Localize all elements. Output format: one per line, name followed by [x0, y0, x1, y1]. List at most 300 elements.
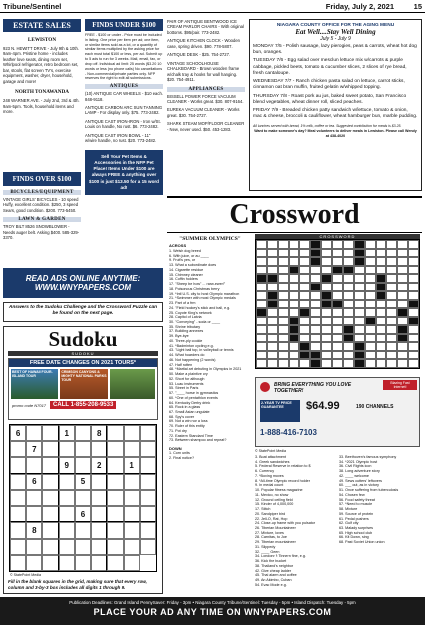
- crossword-clue: 46. Not happening (2 words): [169, 357, 216, 362]
- sudoku-cell[interactable]: 8: [26, 522, 42, 538]
- crossword-cell[interactable]: [386, 325, 397, 334]
- crossword-cell[interactable]: [299, 283, 310, 292]
- crossword-cell[interactable]: [386, 266, 397, 275]
- estate-sales-title: ESTATE SALES: [3, 19, 81, 32]
- sudoku-cell[interactable]: [75, 457, 91, 473]
- crossword-cell[interactable]: [332, 274, 343, 283]
- crossword-cell[interactable]: [267, 359, 278, 368]
- crossword-cell[interactable]: [386, 283, 397, 292]
- sudoku-cell[interactable]: [91, 555, 107, 571]
- sudoku-cell[interactable]: [124, 555, 140, 571]
- sudoku-cell[interactable]: [10, 474, 26, 490]
- sudoku-cell[interactable]: [107, 555, 123, 571]
- sudoku-cell[interactable]: [140, 490, 156, 506]
- crossword-cell[interactable]: [365, 266, 376, 275]
- crossword-cell[interactable]: [354, 283, 365, 292]
- crossword-cell[interactable]: [299, 334, 310, 343]
- crossword-cell[interactable]: [278, 274, 289, 283]
- sudoku-cell[interactable]: [75, 555, 91, 571]
- sudoku-cell[interactable]: [107, 441, 123, 457]
- sudoku-cell[interactable]: [10, 522, 26, 538]
- crossword-cell[interactable]: [386, 308, 397, 317]
- sudoku-cell[interactable]: 7: [26, 441, 42, 457]
- sudoku-cell[interactable]: [124, 425, 140, 441]
- crossword-cell[interactable]: [310, 300, 321, 309]
- crossword-cell[interactable]: [397, 317, 408, 326]
- sudoku-cell[interactable]: [140, 457, 156, 473]
- crossword-cell[interactable]: [321, 249, 332, 258]
- crossword-cell[interactable]: [397, 240, 408, 249]
- sudoku-cell[interactable]: [10, 490, 26, 506]
- crossword-cell[interactable]: [256, 283, 267, 292]
- crossword-cell[interactable]: [289, 240, 300, 249]
- sudoku-cell[interactable]: [26, 425, 42, 441]
- crossword-clue: 34. *2021 Olympic host: [339, 459, 378, 464]
- sudoku-cell[interactable]: 6: [75, 506, 91, 522]
- crossword-cell[interactable]: [299, 274, 310, 283]
- travel-ad-hawaii: BEST OF HAWAII FOUR-ISLAND TOUR: [11, 369, 58, 399]
- menu-dates: July 5 - July 9: [320, 36, 351, 42]
- crossword-cell[interactable]: [289, 351, 300, 360]
- sudoku-cell[interactable]: [59, 539, 75, 555]
- crossword-cell[interactable]: [332, 283, 343, 292]
- crossword-cell[interactable]: [354, 317, 365, 326]
- crossword-cell[interactable]: [256, 266, 267, 275]
- crossword-cell[interactable]: [332, 359, 343, 368]
- crossword-cell[interactable]: [321, 257, 332, 266]
- crossword-cell[interactable]: [386, 351, 397, 360]
- crossword-cell[interactable]: [267, 249, 278, 258]
- crossword-cell[interactable]: [321, 359, 332, 368]
- crossword-cell[interactable]: [278, 283, 289, 292]
- crossword-cell[interactable]: [267, 351, 278, 360]
- sudoku-cell[interactable]: [140, 441, 156, 457]
- crossword-cell[interactable]: [386, 300, 397, 309]
- crossword-cell[interactable]: [408, 240, 419, 249]
- sudoku-cell[interactable]: [91, 474, 107, 490]
- crossword-cell[interactable]: [278, 300, 289, 309]
- crossword-cell[interactable]: [278, 249, 289, 258]
- crossword-cell[interactable]: [299, 325, 310, 334]
- crossword-cell[interactable]: [397, 342, 408, 351]
- sudoku-cell[interactable]: [42, 441, 58, 457]
- sudoku-cell[interactable]: [91, 506, 107, 522]
- menu-monday: MONDAY 7/5 - Polish sausage, lazy pierogies, peas & carrots, wheat hot dog bun, oranges.: [253, 44, 417, 56]
- crossword-cell[interactable]: [397, 351, 408, 360]
- sudoku-cell[interactable]: 1: [124, 457, 140, 473]
- crossword-clue: 68. Past Soviet Union union: [339, 540, 385, 545]
- sudoku-cell[interactable]: [42, 522, 58, 538]
- crossword-cell[interactable]: [354, 308, 365, 317]
- crossword-cell[interactable]: [332, 351, 343, 360]
- crossword-cell[interactable]: [299, 317, 310, 326]
- sudoku-grid[interactable]: [9, 424, 157, 572]
- crossword-cell[interactable]: [376, 266, 387, 275]
- sudoku-cell[interactable]: [10, 555, 26, 571]
- crossword-cell[interactable]: [386, 274, 397, 283]
- sudoku-cell[interactable]: [59, 506, 75, 522]
- crossword-cell[interactable]: [365, 257, 376, 266]
- crossword-cell[interactable]: [386, 342, 397, 351]
- crossword-cell[interactable]: [256, 342, 267, 351]
- crossword-cell[interactable]: [343, 257, 354, 266]
- crossword-cell[interactable]: [354, 334, 365, 343]
- sudoku-cell[interactable]: [42, 490, 58, 506]
- crossword-cell[interactable]: [321, 325, 332, 334]
- sudoku-cell[interactable]: 6: [10, 425, 26, 441]
- crossword-cell[interactable]: [354, 274, 365, 283]
- crossword-cell[interactable]: [397, 257, 408, 266]
- sudoku-cell[interactable]: [10, 457, 26, 473]
- crossword-cell[interactable]: [310, 274, 321, 283]
- crossword-cell[interactable]: [332, 308, 343, 317]
- crossword-cell[interactable]: [256, 240, 267, 249]
- crossword-cell[interactable]: [267, 266, 278, 275]
- crossword-cell[interactable]: [332, 317, 343, 326]
- crossword-cell[interactable]: [343, 300, 354, 309]
- crossword-cell[interactable]: [354, 300, 365, 309]
- sudoku-cell[interactable]: [124, 441, 140, 457]
- listing: VINTAGE GIRLS' BICYCLES - 10 speed Huffy, excellent condition. $250, 3 speed Sears, good condition. $200. 773-5450.: [3, 197, 79, 213]
- crossword-cell[interactable]: [267, 240, 278, 249]
- crossword-cell[interactable]: [376, 308, 387, 317]
- crossword-cell[interactable]: [386, 317, 397, 326]
- crossword-cell[interactable]: [256, 325, 267, 334]
- crossword-cell[interactable]: [289, 359, 300, 368]
- crossword-cell[interactable]: [299, 291, 310, 300]
- crossword-cell[interactable]: [408, 351, 419, 360]
- crossword-cell[interactable]: [408, 308, 419, 317]
- crossword-cell[interactable]: [332, 291, 343, 300]
- sudoku-cell[interactable]: [75, 490, 91, 506]
- sudoku-cell[interactable]: [107, 457, 123, 473]
- crossword-cell[interactable]: [256, 359, 267, 368]
- crossword-cell[interactable]: [256, 249, 267, 258]
- crossword-cell[interactable]: [386, 359, 397, 368]
- sudoku-cell[interactable]: [42, 474, 58, 490]
- ad-award: Blazing Fast Internet!: [383, 380, 417, 390]
- crossword-cell[interactable]: [267, 317, 278, 326]
- crossword-cell[interactable]: [408, 291, 419, 300]
- crossword-credit: © StatePoint Media: [255, 449, 287, 453]
- crossword-cell[interactable]: [376, 249, 387, 258]
- sudoku-cell[interactable]: 6: [26, 474, 42, 490]
- crossword-cell[interactable]: [267, 308, 278, 317]
- crossword-cell[interactable]: [376, 342, 387, 351]
- sudoku-cell[interactable]: [10, 441, 26, 457]
- crossword-cell[interactable]: [397, 249, 408, 258]
- crossword-cell[interactable]: [376, 359, 387, 368]
- sudoku-cell[interactable]: [124, 539, 140, 555]
- crossword-cell[interactable]: [267, 257, 278, 266]
- crossword-cell[interactable]: [321, 317, 332, 326]
- crossword-block: [310, 249, 321, 258]
- crossword-block: [354, 240, 365, 249]
- crossword-cell[interactable]: [289, 249, 300, 258]
- crossword-cell[interactable]: [397, 266, 408, 275]
- crossword-cell[interactable]: [321, 351, 332, 360]
- crossword-block: [332, 300, 343, 309]
- crossword-cell[interactable]: [278, 291, 289, 300]
- crossword-cell[interactable]: [332, 249, 343, 258]
- sudoku-cell[interactable]: [91, 441, 107, 457]
- sudoku-cell[interactable]: [124, 522, 140, 538]
- crossword-block: [408, 300, 419, 309]
- sudoku-cell[interactable]: [75, 539, 91, 555]
- crossword-cell[interactable]: [397, 300, 408, 309]
- crossword-cell[interactable]: [397, 283, 408, 292]
- sudoku-cell[interactable]: [26, 506, 42, 522]
- sudoku-cell[interactable]: [59, 555, 75, 571]
- sudoku-cell[interactable]: [107, 425, 123, 441]
- crossword-cell[interactable]: [299, 249, 310, 258]
- crossword-cell[interactable]: [365, 249, 376, 258]
- sudoku-cell[interactable]: [42, 555, 58, 571]
- sudoku-cell[interactable]: [75, 522, 91, 538]
- crossword-clue: 54. Evac Mode e.g.: [255, 582, 287, 587]
- crossword-cell[interactable]: [408, 266, 419, 275]
- sudoku-cell[interactable]: [140, 522, 156, 538]
- crossword-cell[interactable]: [343, 342, 354, 351]
- sudoku-cell[interactable]: [59, 474, 75, 490]
- crossword-block: [321, 274, 332, 283]
- crossword-cell[interactable]: [256, 291, 267, 300]
- crossword-cell[interactable]: [365, 291, 376, 300]
- finds-under-section: [85, 19, 163, 195]
- sudoku-cell[interactable]: [91, 522, 107, 538]
- dish-logo-icon: [260, 382, 270, 392]
- crossword-cell[interactable]: [289, 342, 300, 351]
- crossword-cell[interactable]: [310, 334, 321, 343]
- crossword-cell[interactable]: [289, 291, 300, 300]
- sudoku-cell[interactable]: [107, 490, 123, 506]
- crossword-cell[interactable]: [278, 317, 289, 326]
- crossword-cell[interactable]: [332, 240, 343, 249]
- crossword-cell[interactable]: [365, 240, 376, 249]
- sudoku-cell[interactable]: [140, 425, 156, 441]
- crossword-cell[interactable]: [376, 257, 387, 266]
- sudoku-cell[interactable]: [124, 506, 140, 522]
- crossword-clues-across: [169, 236, 251, 461]
- sudoku-cell[interactable]: 1: [59, 425, 75, 441]
- sudoku-cell[interactable]: [26, 490, 42, 506]
- crossword-block: [365, 317, 376, 326]
- crossword-cell[interactable]: [408, 274, 419, 283]
- crossword-cell[interactable]: [408, 257, 419, 266]
- crossword-cell[interactable]: [278, 342, 289, 351]
- crossword-cell[interactable]: [386, 257, 397, 266]
- crossword-cell[interactable]: [365, 359, 376, 368]
- crossword-cell[interactable]: [332, 334, 343, 343]
- crossword-cell[interactable]: [321, 342, 332, 351]
- crossword-cell[interactable]: [376, 334, 387, 343]
- read-ads-banner[interactable]: [3, 268, 163, 298]
- footer-cta[interactable]: PLACE YOUR AD ANY TIME ON WNYPAPERS.COM: [93, 607, 332, 617]
- sudoku-cell[interactable]: [42, 457, 58, 473]
- crossword-cell[interactable]: [343, 351, 354, 360]
- crossword-cell[interactable]: [365, 351, 376, 360]
- crossword-clue: 22. Jell-O, Rat, Hop: [255, 516, 288, 521]
- crossword-cell[interactable]: [408, 334, 419, 343]
- sudoku-cell[interactable]: 2: [91, 457, 107, 473]
- crossword-cell[interactable]: [289, 300, 300, 309]
- crossword-block: [289, 325, 300, 334]
- crossword-cell[interactable]: [256, 334, 267, 343]
- crossword-cell[interactable]: [267, 342, 278, 351]
- crossword-cell[interactable]: [365, 300, 376, 309]
- sudoku-cell[interactable]: [10, 539, 26, 555]
- crossword-clue: 23. Part of a frm: [169, 301, 196, 306]
- sudoku-cell[interactable]: 8: [91, 425, 107, 441]
- sudoku-cell[interactable]: [91, 539, 107, 555]
- sudoku-cell[interactable]: [59, 441, 75, 457]
- travel-ad-phone[interactable]: CALL 1-855-208-9533: [50, 401, 116, 409]
- sudoku-cell[interactable]: [26, 539, 42, 555]
- sudoku-cell[interactable]: 9: [59, 457, 75, 473]
- crossword-cell[interactable]: [376, 351, 387, 360]
- crossword-cell[interactable]: [408, 325, 419, 334]
- crossword-cell[interactable]: [299, 257, 310, 266]
- sudoku-cell[interactable]: [59, 490, 75, 506]
- crossword-cell[interactable]: [386, 291, 397, 300]
- sudoku-cell[interactable]: [91, 490, 107, 506]
- crossword-cell[interactable]: [365, 325, 376, 334]
- crossword-cell[interactable]: [408, 342, 419, 351]
- sudoku-cell[interactable]: [107, 539, 123, 555]
- crossword-cell[interactable]: [408, 249, 419, 258]
- crossword-cell[interactable]: [278, 266, 289, 275]
- sudoku-cell[interactable]: [107, 506, 123, 522]
- crossword-cell[interactable]: [278, 257, 289, 266]
- sudoku-cell[interactable]: [59, 522, 75, 538]
- crossword-cell[interactable]: [365, 274, 376, 283]
- crossword-cell[interactable]: [343, 308, 354, 317]
- sudoku-cell[interactable]: [42, 506, 58, 522]
- sudoku-cell[interactable]: [140, 474, 156, 490]
- crossword-cell[interactable]: [278, 325, 289, 334]
- crossword-cell[interactable]: [376, 325, 387, 334]
- crossword-cell[interactable]: [332, 325, 343, 334]
- crossword-cell[interactable]: [386, 334, 397, 343]
- crossword-cell[interactable]: [256, 317, 267, 326]
- crossword-grid[interactable]: [255, 239, 420, 369]
- crossword-cell[interactable]: [376, 317, 387, 326]
- crossword-cell[interactable]: [354, 325, 365, 334]
- crossword-cell[interactable]: [332, 257, 343, 266]
- crossword-cell[interactable]: [343, 274, 354, 283]
- crossword-cell[interactable]: [321, 266, 332, 275]
- sudoku-cell[interactable]: 5: [75, 474, 91, 490]
- crossword-cell[interactable]: [289, 257, 300, 266]
- crossword-clue: 65. Rock in a glass: [169, 405, 201, 410]
- crossword-cell[interactable]: [332, 342, 343, 351]
- sudoku-cell[interactable]: [10, 506, 26, 522]
- sudoku-cell[interactable]: [140, 539, 156, 555]
- crossword-cell[interactable]: [321, 334, 332, 343]
- sudoku-cell[interactable]: [140, 506, 156, 522]
- crossword-cell[interactable]: [299, 266, 310, 275]
- ad-phone[interactable]: 1-888-416-7103: [260, 428, 317, 437]
- crossword-clue: 6. Currency: [255, 469, 275, 474]
- crossword-cell[interactable]: [343, 240, 354, 249]
- crossword-cell[interactable]: [310, 317, 321, 326]
- crossword-cell[interactable]: [397, 359, 408, 368]
- crossword-cell[interactable]: [310, 342, 321, 351]
- sudoku-cell[interactable]: [26, 555, 42, 571]
- sudoku-cell[interactable]: [42, 425, 58, 441]
- crossword-cell[interactable]: [343, 283, 354, 292]
- crossword-cell[interactable]: [278, 334, 289, 343]
- crossword-cell[interactable]: [289, 283, 300, 292]
- crossword-cell[interactable]: [310, 308, 321, 317]
- crossword-cell[interactable]: [408, 283, 419, 292]
- crossword-cell[interactable]: [321, 308, 332, 317]
- sudoku-cell[interactable]: [42, 539, 58, 555]
- crossword-cell[interactable]: [365, 342, 376, 351]
- sudoku-cell[interactable]: [75, 425, 91, 441]
- sudoku-cell[interactable]: [107, 522, 123, 538]
- crossword-cell[interactable]: [343, 317, 354, 326]
- crossword-cell[interactable]: [310, 266, 321, 275]
- crossword-cell[interactable]: [256, 257, 267, 266]
- crossword-cell[interactable]: [278, 308, 289, 317]
- crossword-cell[interactable]: [299, 359, 310, 368]
- crossword-cell[interactable]: [343, 291, 354, 300]
- sudoku-cell[interactable]: [124, 490, 140, 506]
- sudoku-cell[interactable]: [26, 457, 42, 473]
- crossword-cell[interactable]: [321, 283, 332, 292]
- crossword-cell[interactable]: [299, 240, 310, 249]
- crossword-cell[interactable]: [354, 291, 365, 300]
- crossword-cell[interactable]: [386, 240, 397, 249]
- sudoku-cell[interactable]: [124, 474, 140, 490]
- crossword-cell[interactable]: [343, 249, 354, 258]
- crossword-cell[interactable]: [376, 300, 387, 309]
- crossword-clue: 44. What hoarders do: [169, 353, 205, 358]
- crossword-cell[interactable]: [376, 240, 387, 249]
- crossword-clue: 30. "Conveying" - soda or ____: [169, 320, 220, 325]
- crossword-cell[interactable]: [289, 308, 300, 317]
- crossword-cell[interactable]: [343, 359, 354, 368]
- crossword-block: [299, 342, 310, 351]
- crossword-cell[interactable]: [365, 334, 376, 343]
- crossword-cell[interactable]: [397, 291, 408, 300]
- across-label: ACROSS: [169, 243, 187, 248]
- crossword-cell[interactable]: [256, 351, 267, 360]
- crossword-cell[interactable]: [278, 240, 289, 249]
- sudoku-cell[interactable]: [107, 474, 123, 490]
- crossword-cell[interactable]: [278, 359, 289, 368]
- crossword-cell[interactable]: [299, 300, 310, 309]
- crossword-cell[interactable]: [354, 266, 365, 275]
- crossword-cell[interactable]: [365, 283, 376, 292]
- crossword-cell[interactable]: [278, 351, 289, 360]
- crossword-block: [354, 249, 365, 258]
- crossword-cell[interactable]: [321, 240, 332, 249]
- crossword-cell[interactable]: [267, 334, 278, 343]
- crossword-cell[interactable]: [310, 325, 321, 334]
- crossword-cell[interactable]: [408, 359, 419, 368]
- sudoku-cell[interactable]: [75, 441, 91, 457]
- crossword-cell[interactable]: [267, 325, 278, 334]
- crossword-cell[interactable]: [397, 274, 408, 283]
- crossword-cell[interactable]: [256, 300, 267, 309]
- crossword-cell[interactable]: [289, 274, 300, 283]
- crossword-cell[interactable]: [386, 249, 397, 258]
- crossword-cell[interactable]: [310, 291, 321, 300]
- crossword-cell[interactable]: [365, 308, 376, 317]
- crossword-cell[interactable]: [267, 283, 278, 292]
